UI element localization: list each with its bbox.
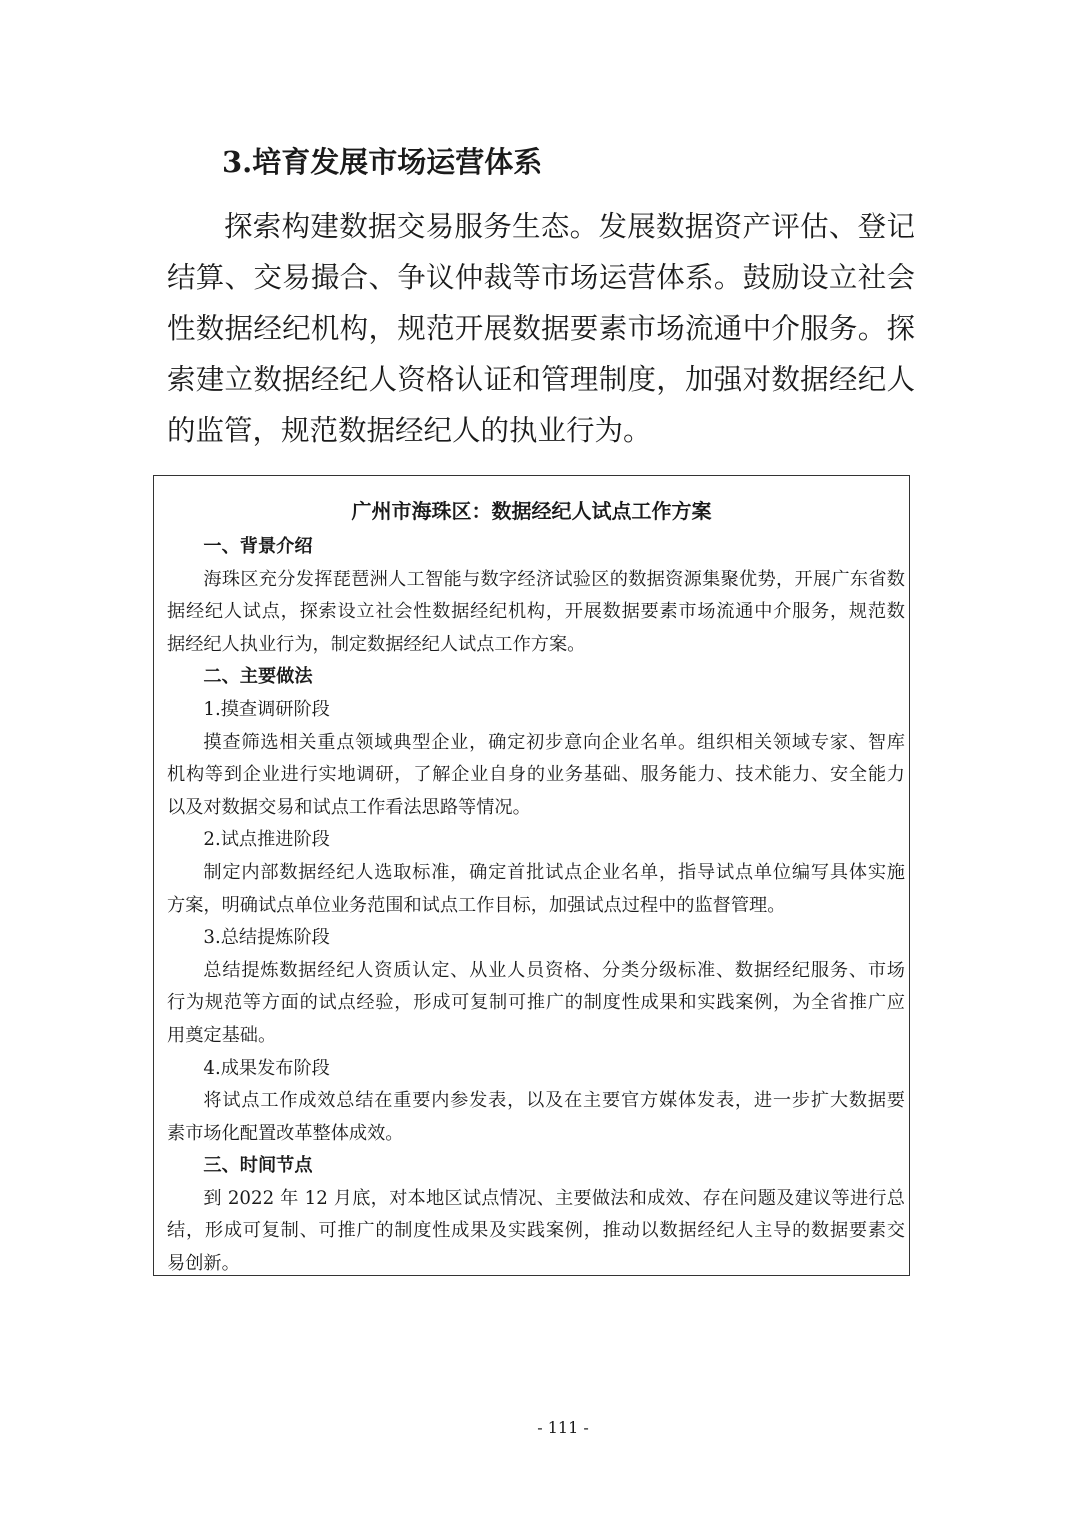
text-line: 4.成果发布阶段 bbox=[203, 1057, 330, 1079]
text-line: 易创新。 bbox=[167, 1253, 240, 1275]
box-section-heading: 二、主要做法 bbox=[203, 666, 313, 688]
box-title: 广州市海珠区：数据经纪人试点工作方案 bbox=[351, 499, 712, 523]
text-line: 机构等到企业进行实地调研，了解企业自身的业务基础、服务能力、技术能力、安全能力 bbox=[167, 764, 905, 786]
text-line: 2.试点推进阶段 bbox=[203, 829, 330, 851]
text-line: 总结提炼数据经纪人资质认定、从业人员资格、分类分级标准、数据经纪服务、市场 bbox=[203, 959, 905, 981]
text-line: 索建立数据经纪人资格认证和管理制度，加强对数据经纪人 bbox=[167, 363, 915, 396]
body-paragraph bbox=[167, 201, 915, 456]
case-study-box bbox=[153, 475, 910, 1276]
text-line: 摸查筛选相关重点领域典型企业，确定初步意向企业名单。组织相关领域专家、智库 bbox=[203, 731, 905, 753]
text-line: 结算、交易撮合、争议仲裁等市场运营体系。鼓励设立社会 bbox=[167, 261, 915, 294]
box-content bbox=[167, 531, 905, 1281]
text-line: 以及对数据交易和试点工作看法思路等情况。 bbox=[167, 796, 531, 818]
text-line: 素市场化配置改革整体成效。 bbox=[167, 1122, 404, 1144]
text-line: 用奠定基础。 bbox=[167, 1024, 277, 1046]
box-section-heading: 三、时间节点 bbox=[203, 1155, 313, 1177]
text-line: 性数据经纪机构，规范开展数据要素市场流通中介服务。探 bbox=[167, 312, 915, 345]
text-line: 据经纪人执业行为，制定数据经纪人试点工作方案。 bbox=[167, 633, 586, 655]
text-line: 到 2022 年 12 月底，对本地区试点情况、主要做法和成效、存在问题及建议等进行总 bbox=[203, 1187, 905, 1209]
text-line: 制定内部数据经纪人选取标准，确定首批试点企业名单，指导试点单位编写具体实施 bbox=[203, 861, 905, 883]
text-line: 1.摸查调研阶段 bbox=[203, 698, 330, 720]
text-line: 将试点工作成效总结在重要内参发表，以及在主要官方媒体发表，进一步扩大数据要 bbox=[203, 1090, 905, 1112]
section-heading: 3.培育发展市场运营体系 bbox=[222, 145, 543, 179]
box-section-heading: 一、背景介绍 bbox=[203, 536, 313, 557]
text-line: 的监管，规范数据经纪人的执业行为。 bbox=[167, 414, 652, 447]
text-line: 3.总结提炼阶段 bbox=[203, 927, 330, 949]
text-line: 据经纪人试点，探索设立社会性数据经纪机构，开展数据要素市场流通中介服务，规范数 bbox=[167, 601, 905, 623]
text-line: 行为规范等方面的试点经验，形成可复制可推广的制度性成果和实践案例，为全省推广应 bbox=[167, 992, 905, 1014]
page-number: - 111 - bbox=[537, 1418, 589, 1437]
text-line: 海珠区充分发挥琵琶洲人工智能与数字经济试验区的数据资源集聚优势，开展广东省数 bbox=[203, 568, 905, 590]
text-line: 探索构建数据交易服务生态。发展数据资产评估、登记 bbox=[224, 210, 915, 243]
text-line: 方案，明确试点单位业务范围和试点工作目标，加强试点过程中的监督管理。 bbox=[167, 894, 786, 916]
text-line: 结，形成可复制、可推广的制度性成果及实践案例，推动以数据经纪人主导的数据要素交 bbox=[167, 1220, 905, 1242]
